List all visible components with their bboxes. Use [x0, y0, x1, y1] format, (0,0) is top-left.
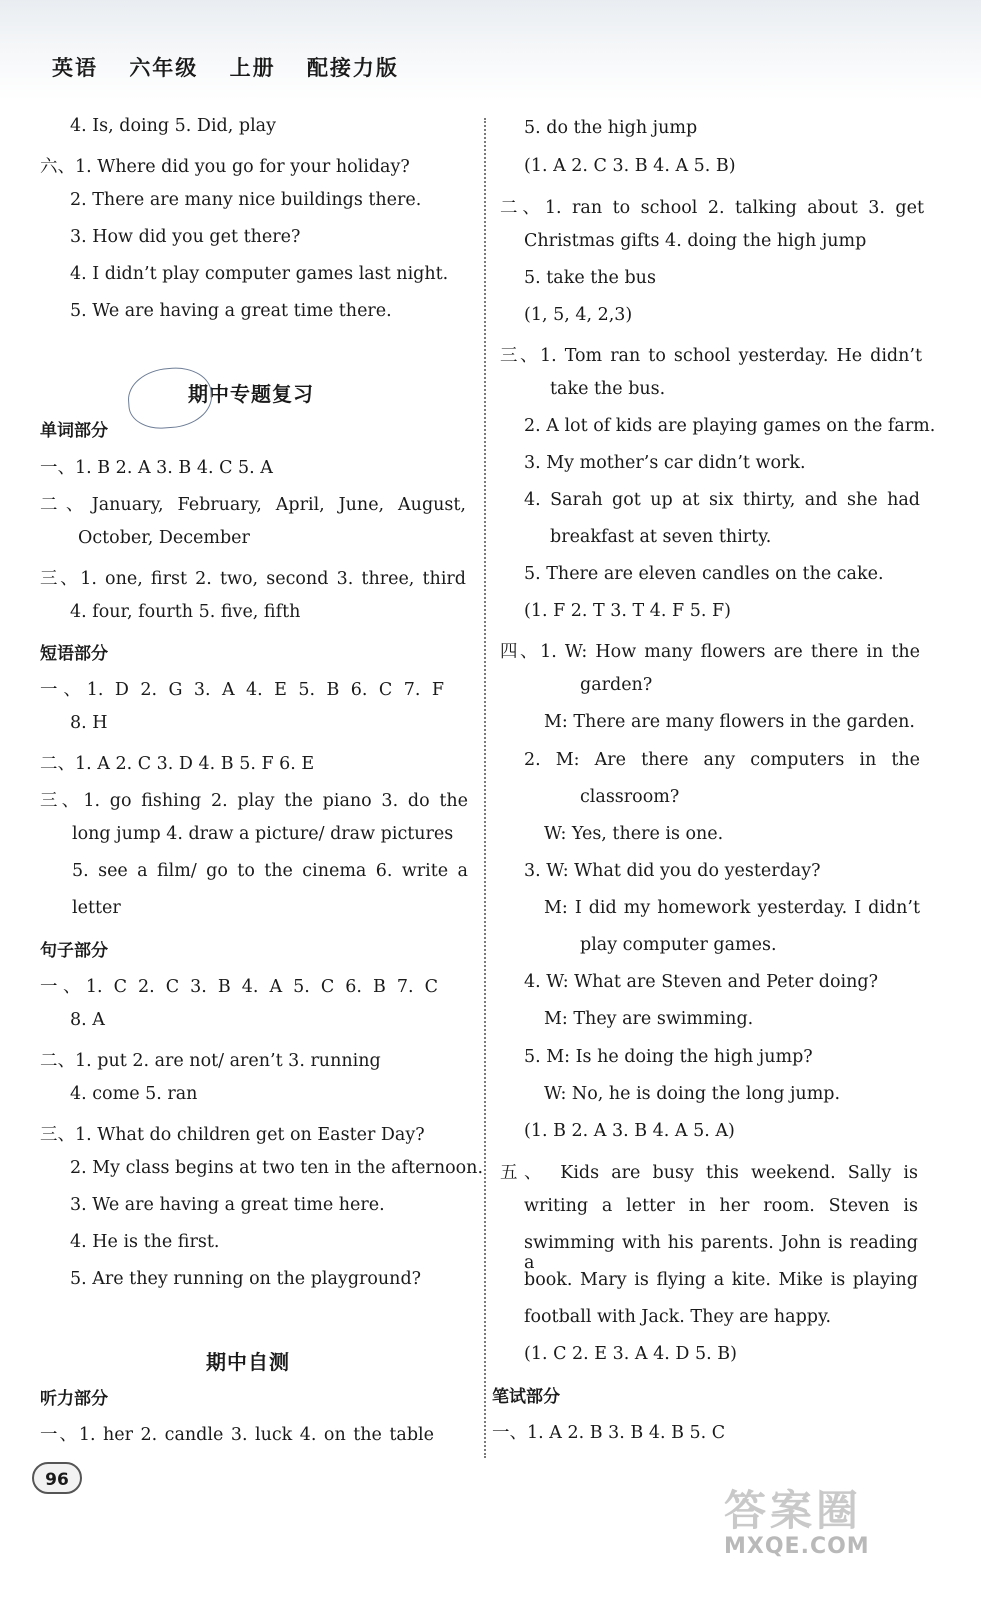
section-title-midterm-test: 期中自测	[206, 1350, 290, 1374]
answer-line: (1. C 2. E 3. A 4. D 5. B)	[524, 1344, 737, 1364]
answer-line: 二、January, February, April, June, August,	[40, 495, 466, 515]
answer-line: play computer games.	[580, 935, 777, 955]
answer-line: 4. He is the first.	[70, 1232, 220, 1252]
page-header	[52, 52, 421, 82]
answer-line: 一、1. her 2. candle 3. luck 4. on the table	[40, 1425, 434, 1445]
answer-line: 5. take the bus	[524, 268, 656, 288]
answer-line: Christmas gifts 4. doing the high jump	[524, 231, 867, 251]
answer-line: M: They are swimming.	[544, 1009, 754, 1029]
answer-line: 5. do the high jump	[524, 118, 698, 138]
answer-line: 5. There are eleven candles on the cake.	[524, 564, 884, 584]
answer-line: 二、1. ran to school 2. talking about 3. get	[500, 198, 924, 218]
answer-line: 4. Sarah got up at six thirty, and she had	[524, 490, 920, 510]
corner-watermark-text: MXQE.COM	[724, 1534, 870, 1559]
header-grade: 六年级	[129, 55, 199, 80]
answer-line: M: I did my homework yesterday. I didn’t	[544, 898, 920, 918]
answer-line: breakfast at seven thirty.	[550, 527, 772, 547]
answer-line: W: Yes, there is one.	[544, 824, 724, 844]
section-heading-words: 单词部分	[40, 421, 108, 441]
answer-line: (1. A 2. C 3. B 4. A 5. B)	[524, 156, 736, 176]
answer-line: 5. We are having a great time there.	[70, 301, 392, 321]
answer-line: 2. A lot of kids are playing games on the farm.	[524, 416, 936, 436]
section-heading-phrases: 短语部分	[40, 644, 108, 664]
answer-line: 8. H	[70, 713, 108, 733]
answer-line: 三、1. one, first 2. two, second 3. three, third	[40, 569, 466, 589]
answer-line: 4. come 5. ran	[70, 1084, 198, 1104]
answer-line: 二、1. A 2. C 3. D 4. B 5. F 6. E	[40, 754, 315, 774]
section-heading-listening: 听力部分	[40, 1389, 108, 1409]
answer-line: 3. We are having a great time here.	[70, 1195, 385, 1215]
answer-line: 4. Is, doing 5. Did, play	[70, 116, 276, 136]
header-subject: 英语	[52, 55, 98, 80]
answer-line: 一、1. C 2. C 3. B 4. A 5. C 6. B 7. C	[40, 977, 438, 997]
answer-line: garden?	[580, 675, 653, 695]
zuoye-stamp-logo	[126, 365, 214, 431]
answer-line: 三、1. Tom ran to school yesterday. He didn’t	[500, 346, 922, 366]
section-title-midterm-review: 期中专题复习	[188, 382, 314, 406]
answer-line: 2. My class begins at two ten in the afternoon.	[70, 1158, 484, 1178]
answer-line: 8. A	[70, 1010, 105, 1030]
answer-line: 4. four, fourth 5. five, fifth	[70, 602, 301, 622]
answer-line: classroom?	[580, 787, 680, 807]
answer-line: 三、1. What do children get on Easter Day?	[40, 1125, 425, 1145]
answer-line: 三、1. go fishing 2. play the piano 3. do the	[40, 791, 468, 811]
answer-line: 六、1. Where did you go for your holiday?	[40, 157, 410, 177]
answer-line: letter	[72, 898, 121, 918]
answer-line: take the bus.	[550, 379, 666, 399]
answer-line: football with Jack. They are happy.	[524, 1307, 832, 1327]
section-heading-written: 笔试部分	[492, 1387, 560, 1407]
section-heading-sentences: 句子部分	[40, 941, 108, 961]
answer-line: book. Mary is flying a kite. Mike is playing	[524, 1270, 918, 1290]
answer-line: long jump 4. draw a picture/ draw pictures	[72, 824, 454, 844]
answer-line: 四、1. W: How many flowers are there in the	[500, 642, 920, 662]
answer-line: 4. I didn’t play computer games last night.	[70, 264, 449, 284]
header-edition: 配接力版	[306, 55, 399, 80]
answer-line: M: There are many flowers in the garden.	[544, 712, 915, 732]
answer-line: writing a letter in her room. Steven is	[524, 1196, 918, 1216]
column-divider	[484, 118, 486, 1458]
answer-line: 2. M: Are there any computers in the	[524, 750, 920, 770]
answer-line: 一、1. B 2. A 3. B 4. C 5. A	[40, 458, 273, 478]
answer-line: W: No, he is doing the long jump.	[544, 1084, 841, 1104]
answer-line: 一、1. D 2. G 3. A 4. E 5. B 6. C 7. F	[40, 680, 444, 700]
answer-line: (1. F 2. T 3. T 4. F 5. F)	[524, 601, 731, 621]
answer-line: 5. see a film/ go to the cinema 6. write a	[72, 861, 468, 881]
answer-line: 一、1. A 2. B 3. B 4. B 5. C	[492, 1423, 726, 1443]
answer-line: 4. W: What are Steven and Peter doing?	[524, 972, 878, 992]
corner-watermark-logo: 答案圈	[724, 1486, 863, 1535]
answer-line: October, December	[78, 528, 250, 548]
header-volume: 上册	[229, 55, 276, 80]
answer-line: 5. Are they running on the playground?	[70, 1269, 422, 1289]
answer-line: (1. B 2. A 3. B 4. A 5. A)	[524, 1121, 735, 1141]
answer-line: 3. W: What did you do yesterday?	[524, 861, 821, 881]
answer-line: 5. M: Is he doing the high jump?	[524, 1047, 813, 1067]
page-number: 96	[32, 1462, 82, 1494]
header-band	[0, 0, 981, 100]
answer-line: 3. My mother’s car didn’t work.	[524, 453, 806, 473]
answer-line: (1, 5, 4, 2,3)	[524, 305, 633, 325]
answer-line: swimming with his parents. John is reading a	[524, 1233, 918, 1273]
answer-line: 3. How did you get there?	[70, 227, 301, 247]
answer-line: 2. There are many nice buildings there.	[70, 190, 422, 210]
answer-line: 五、 Kids are busy this weekend. Sally is	[500, 1163, 918, 1183]
answer-line: 二、1. put 2. are not/ aren’t 3. running	[40, 1051, 381, 1071]
